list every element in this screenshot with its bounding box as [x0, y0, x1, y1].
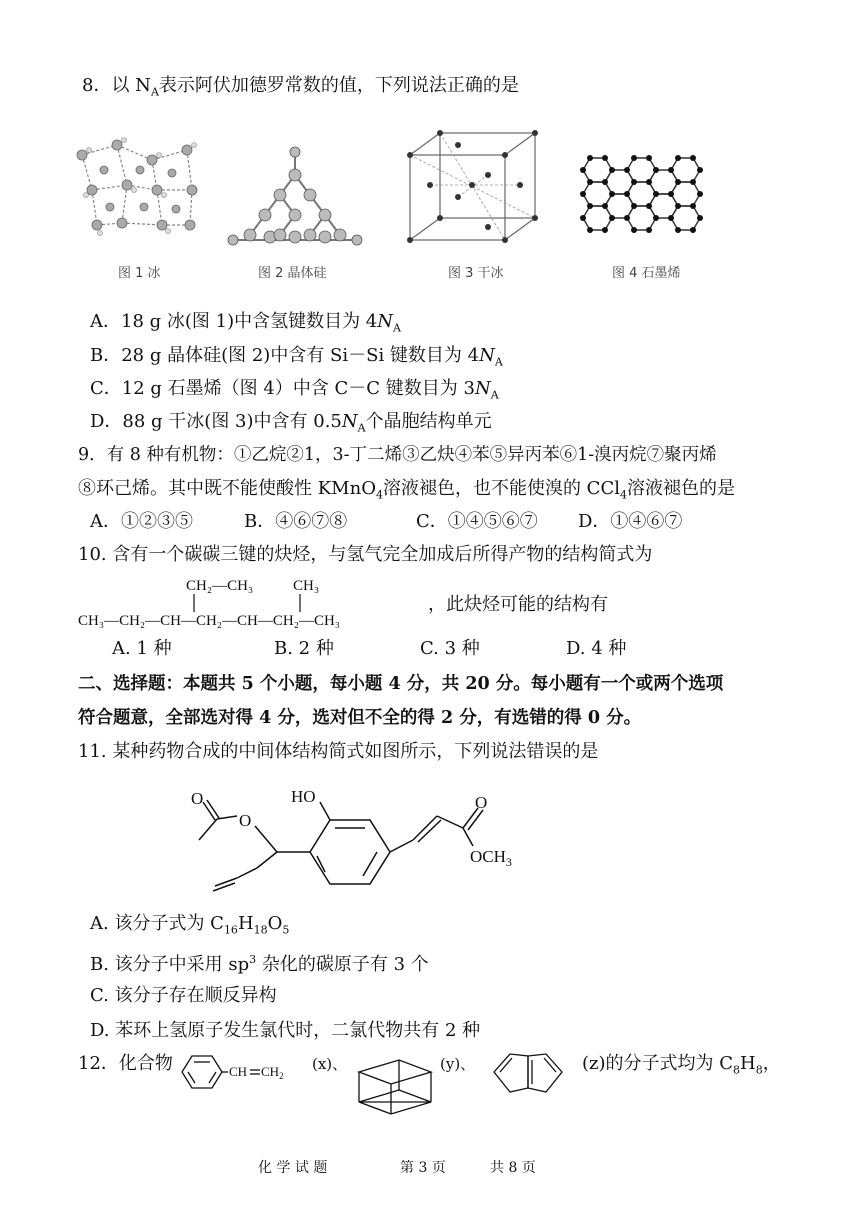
- q11-molecule-structure: [185, 780, 545, 900]
- footer-total-pages: 共 8 页: [490, 1160, 536, 1176]
- q11-option-d: D. 苯环上氢原子发生氯代时，二氯代物共有 2 种: [90, 1020, 481, 1041]
- q12-cubane-structure: [355, 1052, 435, 1118]
- q9-option-c: C．①④⑤⑥⑦: [416, 511, 538, 532]
- svg-text:CH: CH: [229, 1064, 248, 1079]
- section-2-heading-line-1: 二、选择题：本题共 5 个小题，每小题 4 分，共 20 分。每小题有一个或两个选项: [78, 674, 724, 694]
- q12-y-label: (y)、: [440, 1055, 476, 1073]
- question-9-line-1: 9．有 8 种有机物：①乙烷②1，3-丁二烯③乙炔④苯⑤异丙苯⑥1-溴丙烷⑦聚丙烯: [78, 445, 717, 465]
- svg-text:CH2: $CH_2$: [261, 1064, 284, 1081]
- silicon-structure-figure: [225, 140, 365, 250]
- q9-option-b: B．④⑥⑦⑧: [244, 511, 348, 532]
- q10-structure-formula: [78, 572, 423, 632]
- q11-ho-label: HO: [291, 787, 316, 806]
- q12-x-label: (x)、: [312, 1055, 348, 1073]
- q8-option-b: B．28 g 晶体硅(图 2)中含有 Si－Si 键数目为 $4N_A$: [90, 345, 503, 369]
- q11-ketone-o-label: O: [475, 793, 488, 812]
- q11-option-c: C. 该分子存在顺反异构: [90, 985, 277, 1006]
- q9-option-d: D．①④⑥⑦: [578, 511, 683, 532]
- q10-option-c: C. 3 种: [420, 638, 480, 659]
- figure-3-caption: 图 3 干冰: [448, 266, 504, 281]
- question-11-stem: 11. 某种药物合成的中间体结构简式如图所示，下列说法错误的是: [78, 741, 599, 762]
- q10-option-a: A. 1 种: [112, 638, 172, 659]
- question-10-stem: 10. 含有一个碳碳三键的炔烃，与氢气完全加成后所得产物的结构简式为: [78, 544, 653, 565]
- q9-option-a: A．①②③⑤: [90, 511, 193, 532]
- question-12-prefix: 12．化合物: [78, 1053, 173, 1074]
- q11-option-a: A. 该分子式为 $C_{16}H_{18}O_5$: [90, 913, 290, 937]
- q10-option-b: B. 2 种: [274, 638, 334, 659]
- q10-option-d: D. 4 种: [566, 638, 627, 659]
- footer-subject: 化 学 试 题: [258, 1160, 328, 1176]
- q8-option-d: D．88 g 干冰(图 3)中含有 $0.5N_A$个晶胞结构单元: [90, 411, 492, 435]
- q11-carbonyl-o-label: O: [191, 789, 204, 808]
- figure-2-caption: 图 2 晶体硅: [258, 266, 327, 281]
- q8-option-a: A．18 g 冰(图 1)中含氢键数目为 $4N_A$: [90, 311, 401, 335]
- svg-text:CH₃—CH₂—CH—CH₂—CH—CH₂—CH₃: CH₃—CH₂—CH—CH₂—CH—CH₂—CH₃: [78, 613, 341, 629]
- question-10-tail: ，此炔烃可能的结构有: [428, 594, 608, 615]
- q11-option-b: B. 该分子中采用 $sp^3$ 杂化的碳原子有 3 个: [90, 953, 429, 975]
- question-8-stem: 8．以 $N_A$表示阿伏加德罗常数的值，下列说法正确的是: [82, 75, 519, 99]
- svg-text:CH₃: CH₃: [293, 578, 320, 594]
- dry-ice-structure-figure: [400, 125, 550, 250]
- q12-z-label: (z)的分子式均为 $C_8H_8$，: [582, 1053, 781, 1077]
- figure-1-caption: 图 1 冰: [118, 266, 161, 281]
- footer-page-number: 第 3 页: [400, 1160, 446, 1176]
- q12-styrene-structure: [172, 1050, 292, 1094]
- section-2-heading-line-2: 符合题意，全部选对得 4 分，选对但不全的得 2 分，有选错的得 0 分。: [78, 708, 642, 728]
- svg-text:CH₂—CH₃: CH₂—CH₃: [186, 578, 254, 594]
- q11-och3-label: $OCH_3$: [470, 847, 512, 869]
- q12-pentalene-structure: [488, 1050, 568, 1094]
- q8-option-c: C．12 g 石墨烯（图 4）中含 C－C 键数目为 $3N_A$: [90, 378, 499, 402]
- q11-ester-o-label: O: [239, 811, 252, 830]
- figure-4-caption: 图 4 石墨烯: [612, 266, 681, 281]
- question-9-line-2: ⑧环己烯。其中既不能使酸性 KMnO$_4$溶液褪色，也不能使溴的 CCl$_4$溶液褪色的是: [78, 478, 735, 502]
- ice-structure-figure: [72, 125, 207, 250]
- graphene-structure-figure: [570, 148, 720, 248]
